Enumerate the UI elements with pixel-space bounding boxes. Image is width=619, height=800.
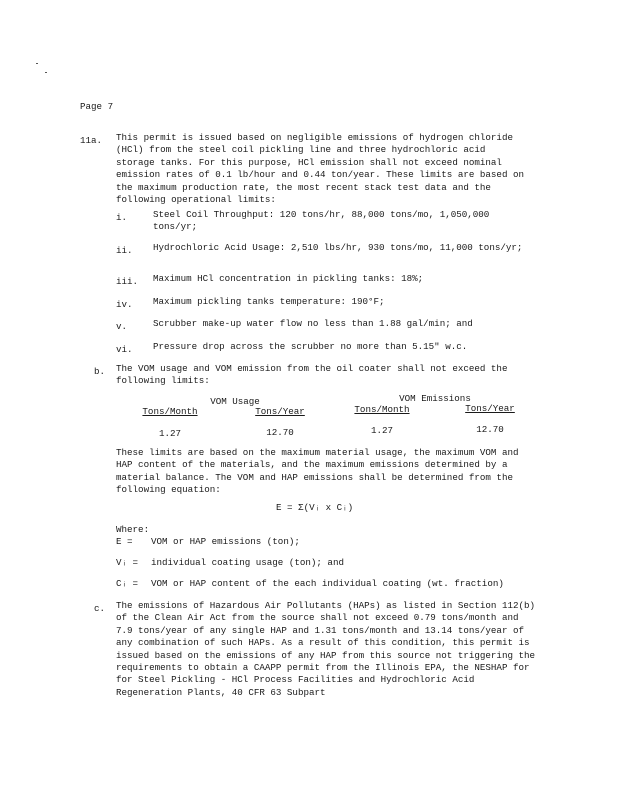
table-header: Tons/Year	[255, 406, 305, 417]
table-header: Tons/Month	[354, 404, 410, 415]
section-a-label: 11a.	[80, 135, 103, 146]
item-num: iv.	[116, 299, 133, 310]
item-num: v.	[116, 321, 128, 332]
table-value: 1.27	[158, 428, 182, 439]
table-header: Tons/Year	[465, 403, 515, 414]
table-value: 12.70	[476, 424, 504, 435]
section-c-text: The emissions of Hazardous Air Pollutants (HAPs) as listed in Section 112(b) of the Clean Air Act from the source shall not exceed 0.79 tons/month and 7.9 tons/year of any single HAP and 1.31 tons/month and 13.14 tons/year of any combination of such HAPs. As a result of this condition, this permit is issued based on the emissions of any HAP from this source not triggering the requirements to obtain a CAAPP permit from the Illinois EPA, the NESHAP for for Steel Pickling - HCl Process Facilities and Hydrochloric Acid Regeneration Plants, 40 CFR 63 Subpart	[116, 600, 536, 698]
def-symbol: E =	[116, 536, 133, 547]
item-text: Maximum pickling tanks temperature: 190°F;	[153, 296, 385, 307]
def-symbol: Cᵢ =	[116, 578, 139, 589]
def-symbol: Vᵢ =	[116, 557, 139, 568]
scan-speck	[45, 72, 47, 73]
def-text: individual coating usage (ton); and	[151, 557, 344, 568]
item-num: iii.	[116, 276, 139, 287]
table-group-header: VOM Emissions	[399, 393, 471, 404]
where-label: Where:	[116, 524, 150, 535]
section-c-label: c.	[94, 603, 106, 614]
item-num: ii.	[116, 245, 133, 256]
item-num: vi.	[116, 344, 133, 355]
table-group-header: VOM Usage	[210, 396, 260, 407]
item-text: Pressure drop across the scrubber no more than 5.15" w.c.	[153, 341, 468, 352]
section-b-after: These limits are based on the maximum material usage, the maximum VOM and HAP content of the materials, and the maximum emissions determined by a material balance. The VOM and HAP emissions shall be determined from the following equation:	[116, 447, 519, 496]
scan-speck	[36, 63, 38, 64]
table-value: 1.27	[370, 425, 394, 436]
def-text: VOM or HAP content of the each individual coating (wt. fraction)	[151, 578, 504, 589]
table-value: 12.70	[266, 427, 294, 438]
item-text: Hydrochloric Acid Usage: 2,510 lbs/hr, 930 tons/mo, 11,000 tons/yr;	[153, 242, 523, 253]
table-header: Tons/Month	[142, 406, 198, 417]
def-text: VOM or HAP emissions (ton);	[151, 536, 300, 547]
item-text: Maximum HCl concentration in pickling tanks: 18%;	[153, 273, 424, 284]
section-a-intro: This permit is issued based on negligible emissions of hydrogen chloride (HCl) from the steel coil pickling line and three hydrochloric acid storage tanks. For this purpose, HCl emission shall not exceed nominal emission rates of 0.1 lb/hour and 0.44 ton/year. These limits are based on the maximum production rate, the most recent stack test data and the following operational limits:	[116, 132, 524, 206]
item-text: Scrubber make-up water flow no less than 1.88 gal/min; and	[153, 318, 473, 329]
page-label: Page 7	[80, 101, 114, 112]
section-b-label: b.	[94, 366, 106, 377]
item-text: Steel Coil Throughput: 120 tons/hr, 88,000 tons/mo, 1,050,000 tons/yr;	[153, 209, 490, 233]
item-num: i.	[116, 212, 128, 223]
section-b-intro: The VOM usage and VOM emission from the oil coater shall not exceed the following limits:	[116, 363, 508, 387]
equation: E = Σ(Vᵢ x Cᵢ)	[276, 502, 354, 513]
